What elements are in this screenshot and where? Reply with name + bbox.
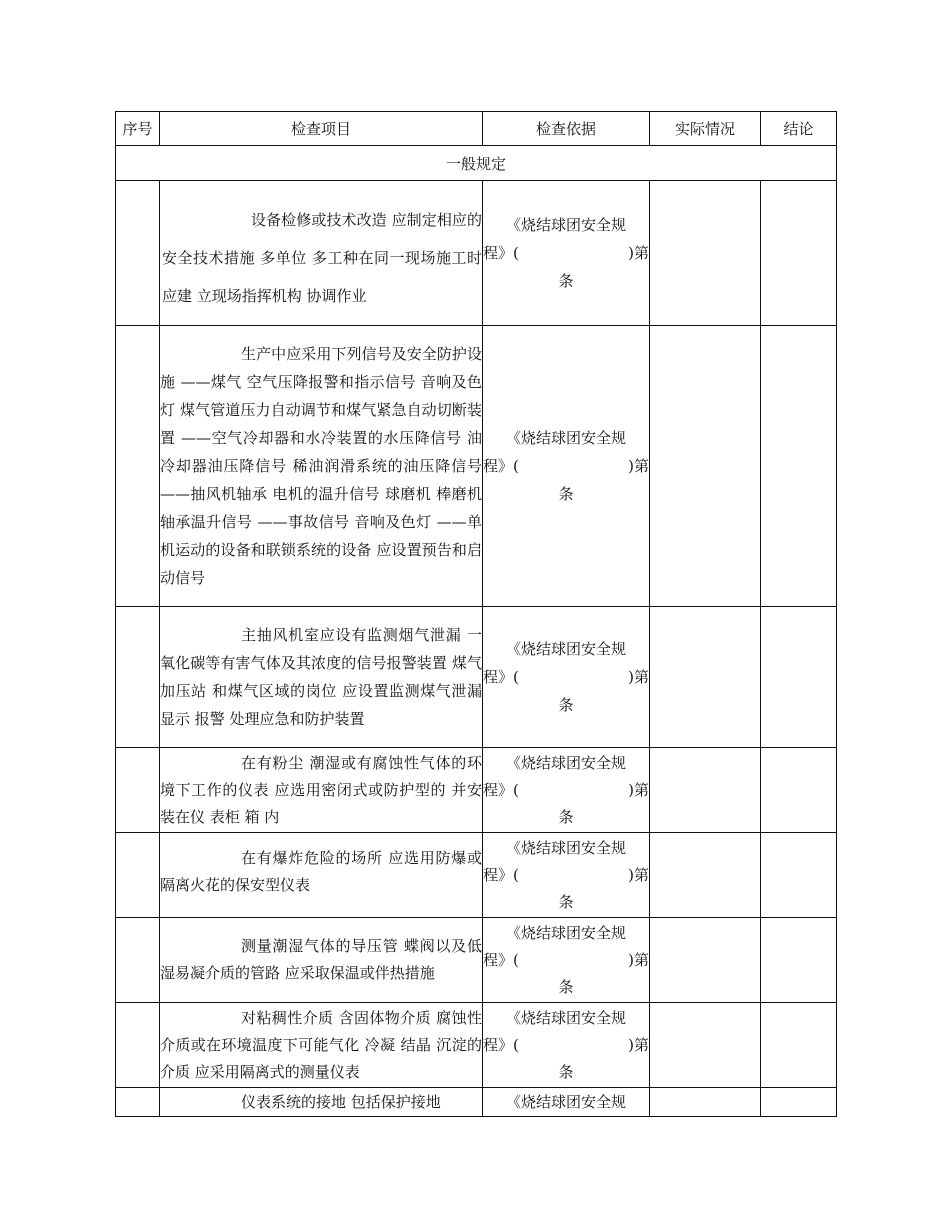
item-text: 测量潮湿气体的导压管 蝶阀以及低湿易凝介质的管路 应采取保温或伴热措施	[160, 937, 482, 982]
basis-clause-open: 程》(	[483, 780, 519, 799]
item-cell	[160, 918, 483, 1003]
item-cell	[160, 326, 483, 607]
item-text: 在有爆炸危险的场所 应选用防爆或隔离火花的保安型仪表	[160, 849, 482, 894]
actual-cell[interactable]	[650, 607, 761, 748]
serial-cell	[116, 326, 160, 607]
basis-title: 《烧结球团安全规	[505, 753, 626, 772]
basis-clause-close: )第	[628, 780, 649, 799]
section-row	[116, 146, 837, 181]
basis-cell	[483, 833, 650, 918]
item-text: 生产中应采用下列信号及安全防护设施 ——煤气 空气压降报警和指示信号 音响及色灯 煤气管道压力自动调节和煤气紧急自动切断装置 ——空气冷却器和水冷装置的水压降信号 油冷却器油压降信号 稀油润滑系统的油压降信号 ——抽风机轴承 电机的温升信号 球磨机 棒磨机轴承温升信号 ——事故信号 音响及色灯 ——单机运动的设备和联锁系统的设备 应设置预告和启动信号	[160, 345, 482, 587]
basis-cell	[483, 1088, 650, 1117]
basis-clause-open: 程》(	[483, 950, 519, 969]
basis-clause	[483, 777, 649, 804]
conclusion-cell[interactable]	[761, 181, 837, 326]
basis-title: 《烧结球团安全规	[505, 838, 626, 857]
basis-clause-open: 程》(	[483, 865, 519, 884]
item-cell	[160, 607, 483, 748]
table-row	[116, 1088, 837, 1117]
conclusion-cell[interactable]	[761, 1088, 837, 1117]
item-text: 在有粉尘 潮湿或有腐蚀性气体的环境下工作的仪表 应选用密闭式或防护型的 并安装在仪 表柜 箱 内	[160, 753, 482, 826]
serial-cell	[116, 918, 160, 1003]
basis-article: 条	[558, 892, 574, 911]
conclusion-cell[interactable]	[761, 607, 837, 748]
basis-cell	[483, 1003, 650, 1088]
header-serial: 序号	[116, 112, 160, 146]
basis-clause	[483, 239, 649, 267]
basis-article: 条	[558, 696, 574, 714]
basis-title: 《烧结球团安全规	[505, 1008, 626, 1027]
basis-clause-open: 程》(	[483, 457, 519, 475]
basis-cell	[483, 181, 650, 326]
table-row	[116, 326, 837, 607]
item-cell	[160, 1003, 483, 1088]
header-item: 检查项目	[160, 112, 483, 146]
basis-title: 《烧结球团安全规	[505, 640, 626, 658]
basis-title: 《烧结球团安全规	[505, 216, 626, 234]
item-text: 对粘稠性介质 含固体物介质 腐蚀性介质或在环境温度下可能气化 冷凝 结晶 沉淀的介质 应采用隔离式的测量仪表	[160, 1008, 482, 1081]
serial-cell	[116, 181, 160, 326]
conclusion-cell[interactable]	[761, 326, 837, 607]
basis-article: 条	[558, 977, 574, 996]
table-row	[116, 1003, 837, 1088]
actual-cell[interactable]	[650, 181, 761, 326]
item-cell	[160, 1088, 483, 1117]
header-actual: 实际情况	[650, 112, 761, 146]
item-cell	[160, 181, 483, 326]
conclusion-cell[interactable]	[761, 918, 837, 1003]
table-row	[116, 833, 837, 918]
item-text: 设备检修或技术改造 应制定相应的安全技术措施 多单位 多工种在同一现场施工时 应建 立现场指挥机构 协调作业	[162, 211, 482, 305]
basis-clause-close: )第	[628, 457, 649, 475]
actual-cell[interactable]	[650, 1088, 761, 1117]
basis-cell	[483, 918, 650, 1003]
header-basis: 检查依据	[483, 112, 650, 146]
basis-clause-close: )第	[628, 1035, 649, 1054]
item-cell	[160, 833, 483, 918]
actual-cell[interactable]	[650, 1003, 761, 1088]
basis-clause	[483, 1032, 649, 1059]
basis-clause-close: )第	[628, 950, 649, 969]
header-conclusion: 结论	[761, 112, 837, 146]
basis-clause-close: )第	[628, 865, 649, 884]
serial-cell	[116, 833, 160, 918]
basis-clause	[483, 452, 649, 480]
serial-cell	[116, 607, 160, 748]
basis-title: 《烧结球团安全规	[505, 923, 626, 942]
basis-article: 条	[558, 1062, 574, 1081]
serial-cell	[116, 748, 160, 833]
actual-cell[interactable]	[650, 833, 761, 918]
item-text: 仪表系统的接地 包括保护接地	[241, 1093, 441, 1111]
serial-cell	[116, 1088, 160, 1117]
basis-cell	[483, 326, 650, 607]
table-row	[116, 607, 837, 748]
basis-article: 条	[558, 272, 574, 290]
item-cell	[160, 748, 483, 833]
basis-clause-close: )第	[628, 668, 649, 686]
conclusion-cell[interactable]	[761, 1003, 837, 1088]
serial-cell	[116, 1003, 160, 1088]
basis-cell	[483, 748, 650, 833]
basis-clause-open: 程》(	[483, 1035, 519, 1054]
conclusion-cell[interactable]	[761, 833, 837, 918]
basis-clause-open: 程》(	[483, 244, 519, 262]
header-row	[116, 112, 837, 146]
actual-cell[interactable]	[650, 918, 761, 1003]
basis-clause-close: )第	[628, 244, 649, 262]
actual-cell[interactable]	[650, 326, 761, 607]
actual-cell[interactable]	[650, 748, 761, 833]
basis-article: 条	[558, 807, 574, 826]
section-title: 一般规定	[116, 146, 837, 181]
conclusion-cell[interactable]	[761, 748, 837, 833]
item-text: 主抽风机室应设有监测烟气泄漏 一氧化碳等有害气体及其浓度的信号报警装置 煤气加压站 和煤气区域的岗位 应设置监测煤气泄漏显示 报警 处理应急和防护装置	[160, 626, 482, 728]
basis-title: 《烧结球团安全规	[505, 1093, 626, 1111]
basis-clause	[483, 862, 649, 889]
table-row	[116, 918, 837, 1003]
basis-clause	[483, 663, 649, 691]
basis-clause	[483, 947, 649, 974]
basis-cell	[483, 607, 650, 748]
basis-title: 《烧结球团安全规	[505, 429, 626, 447]
basis-clause-open: 程》(	[483, 668, 519, 686]
basis-article: 条	[558, 485, 574, 503]
table-row	[116, 181, 837, 326]
inspection-table	[115, 111, 837, 1117]
table-row	[116, 748, 837, 833]
